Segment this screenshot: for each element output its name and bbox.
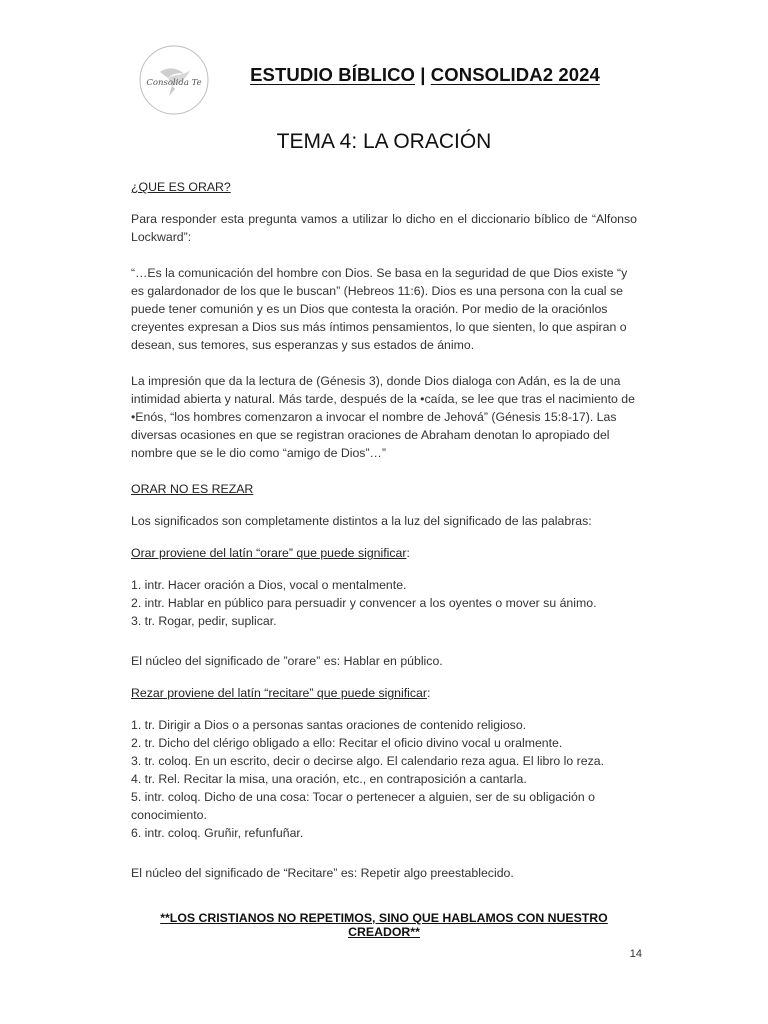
rezar-heading-line (131, 684, 637, 702)
list-item: 4. tr. Rel. Recitar la misa, una oración, etc., en contraposición a cantarla. (131, 772, 527, 786)
orar-core-meaning: El núcleo del significado de ”orare” es: Hablar en público. (131, 654, 443, 668)
logo-lettering: Consolida Te (146, 78, 202, 88)
orar-heading-colon: : (406, 546, 410, 560)
rezar-core-meaning: El núcleo del significado de “Recitare” es: Repetir algo preestablecido. (131, 866, 514, 880)
final-statement: **LOS CRISTIANOS NO REPETIMOS, SINO QUE HABLAMOS CON NUESTRO CREADOR** (160, 911, 608, 939)
quote-paragraph-2: La impresión que da la lectura de (Génesis 3), donde Dios dialoga con Adán, es la de una intimidad abierta y natural. Más tarde, después de la •caída, se lee que tras el nacimiento de •Enós, “los hombres comenzaron a invocar el nombre de Jehová” (Génesis 15:8-17). Las diversas ocasiones en que se registran oraciones de Abraham denotan lo apropiado del nombre que se le dio como “amigo de Dios”…” (131, 374, 635, 460)
list-item: 6. intr. coloq. Gruñir, refunfuñar. (131, 826, 304, 840)
quote-paragraph-1: “…Es la comunicación del hombre con Dios. Se basa en la seguridad de que Dios existe “y es galardonador de los que le buscan” (Hebreos 11:6). Dios es una persona con la cual se puede tener comunión y es un Dios que contesta la oración. Por medio de la oraciónlos creyentes expresan a Dios sus más íntimos pensamientos, lo que sienten, lo que aspiran o desean, sus temores, sus esperanzas y sus estados de ánimo. (131, 266, 628, 352)
header-title-left: ESTUDIO BÍBLICO (250, 64, 416, 85)
list-item: 1. intr. Hacer oración a Dios, vocal o mentalmente. (131, 578, 407, 592)
list-item: 2. intr. Hablar en público para persuadir y convencer a los oyentes o mover su ánimo. (131, 596, 597, 610)
document-body (131, 178, 637, 882)
section-heading-orar-no-es-rezar: ORAR NO ES REZAR (131, 482, 254, 496)
header-title-right: CONSOLIDA2 2024 (430, 64, 600, 85)
consolidate-logo (138, 44, 210, 116)
topic-title: TEMA 4: LA ORACIÓN (276, 130, 492, 153)
orar-definitions-list (131, 576, 637, 630)
document-header (230, 64, 620, 86)
list-item: 3. tr. Rogar, pedir, suplicar. (131, 614, 277, 628)
section-heading-que-es-orar: ¿QUE ES ORAR? (131, 180, 231, 194)
list-item: 5. intr. coloq. Dicho de una cosa: Tocar o pertenecer a alguien, ser de su obligación o conocimiento. (131, 790, 595, 822)
list-item: 3. tr. coloq. En un escrito, decir o decirse algo. El calendario reza agua. El libro lo reza. (131, 754, 604, 768)
section2-intro: Los significados son completamente distintos a la luz del significado de las palabras: (131, 514, 592, 528)
list-item: 2. tr. Dicho del clérigo obligado a ello: Recitar el oficio divino vocal u oralmente. (131, 736, 563, 750)
orar-heading-line (131, 544, 637, 562)
list-item: 1. tr. Dirigir a Dios o a personas santas oraciones de contenido religioso. (131, 718, 527, 732)
rezar-heading: Rezar proviene del latín “recitare” que puede significar (131, 686, 427, 700)
rezar-definitions-list (131, 716, 637, 842)
rezar-heading-colon: : (426, 686, 431, 700)
page-number: 14 (629, 948, 642, 960)
orar-heading: Orar proviene del latín “orare” que puede significar (131, 546, 407, 560)
section1-intro: Para responder esta pregunta vamos a utilizar lo dicho en el diccionario bíblico de “Alfonso Lockward”: (131, 212, 637, 244)
header-separator: | (415, 64, 431, 85)
